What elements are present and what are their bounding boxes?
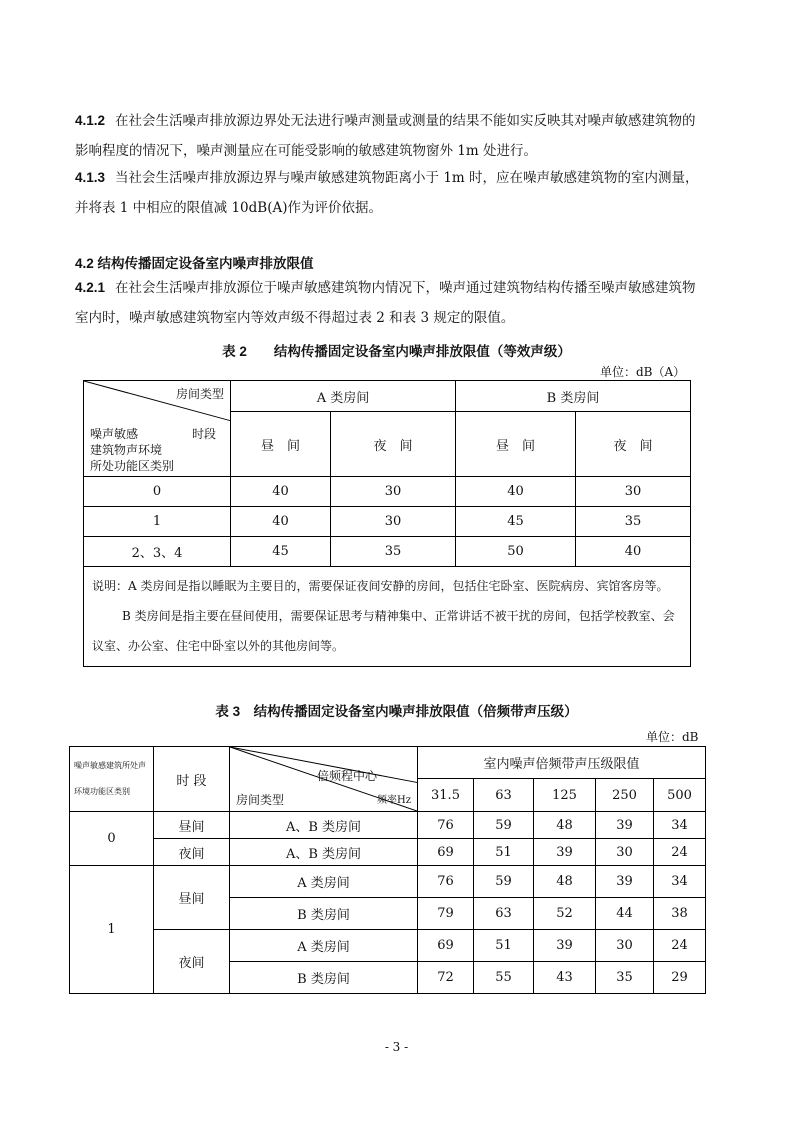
period-cell: 昼间 [154, 866, 230, 930]
value-cell: 45 [456, 507, 576, 537]
table2-diagonal-header [84, 381, 231, 477]
value-cell: 55 [474, 962, 534, 994]
diag-room-type: 房间类型 [236, 793, 285, 807]
limit-header: 室内噪声倍频带声压级限值 [418, 747, 706, 779]
diag-zone-line1: 噪声敏感 [90, 427, 139, 441]
clause-4-2-1 [75, 273, 705, 333]
b-night-header: 夜 间 [576, 412, 691, 477]
value-cell: 69 [418, 839, 474, 866]
value-cell: 72 [418, 962, 474, 994]
table2-unit: 单位：dB（A） [600, 365, 686, 379]
room-cell: B 类房间 [230, 898, 418, 930]
period-cell: 昼间 [154, 812, 230, 839]
value-cell: 39 [534, 839, 596, 866]
value-cell: 51 [474, 930, 534, 962]
table3-caption: 表 3 结构传播固定设备室内噪声排放限值（倍频带声压级） [215, 704, 578, 719]
value-cell: 30 [576, 477, 691, 507]
diag-period: 时段 [191, 427, 216, 441]
table-row [84, 537, 691, 567]
table3-unit: 单位：dB [646, 730, 699, 744]
value-cell: 30 [331, 507, 456, 537]
diag-octave-center: 倍频程中心 [316, 769, 377, 783]
value-cell: 34 [654, 866, 706, 898]
value-cell: 69 [418, 930, 474, 962]
group-b-header: B 类房间 [456, 381, 691, 412]
clause-number: 4.1.2 [75, 113, 106, 128]
value-cell: 59 [474, 812, 534, 839]
value-cell: 40 [231, 507, 331, 537]
room-cell: A、B 类房间 [230, 839, 418, 866]
value-cell: 45 [231, 537, 331, 567]
note-line-a: 说明：A 类房间是指以睡眠为主要目的，需要保证夜间安静的房间，包括住宅卧室、医院病房、宾馆客房等。 [92, 579, 669, 593]
table-row [70, 812, 706, 839]
a-night-header: 夜 间 [331, 412, 456, 477]
freq-header: 500 [654, 779, 706, 812]
zone-cell: 0 [70, 812, 154, 866]
value-cell: 52 [534, 898, 596, 930]
value-cell: 59 [474, 866, 534, 898]
value-cell: 35 [596, 962, 654, 994]
value-cell: 30 [596, 930, 654, 962]
group-a-header: A 类房间 [231, 381, 456, 412]
value-cell: 39 [596, 866, 654, 898]
clause-text: 当社会生活噪声排放源边界与噪声敏感建筑物距离小于 1m 时，应在噪声敏感建筑物的室内测量，并将表 1 中相应的限值减 10dB(A)作为评价依据。 [75, 170, 699, 216]
section-heading-4-2: 4.2 结构传播固定设备室内噪声排放限值 [75, 256, 314, 271]
value-cell: 40 [456, 477, 576, 507]
table-row [70, 930, 706, 962]
clause-number: 4.1.3 [75, 170, 106, 185]
table-row [84, 477, 691, 507]
room-cell: B 类房间 [230, 962, 418, 994]
clause-4-1-2 [75, 106, 705, 166]
diag-zone-line3: 所处功能区类别 [90, 459, 175, 473]
value-cell: 63 [474, 898, 534, 930]
diag-zone-line2: 建筑物声环境 [90, 443, 163, 457]
value-cell: 29 [654, 962, 706, 994]
note-line-b: B 类房间是指主要在昼间使用，需要保证思考与精神集中、正常讲话不被干扰的房间，包括学校教室、会议室、办公室、住宅中卧室以外的其他房间等。 [92, 609, 675, 653]
table-row [84, 507, 691, 537]
period-cell: 夜间 [154, 839, 230, 866]
value-cell: 39 [534, 930, 596, 962]
freq-header: 250 [596, 779, 654, 812]
zone-cell: 1 [70, 866, 154, 994]
value-cell: 24 [654, 930, 706, 962]
freq-header: 31.5 [418, 779, 474, 812]
zone-header-line1: 噪声敏感建筑所处声 [74, 761, 146, 770]
clause-text: 在社会生活噪声排放源边界处无法进行噪声测量或测量的结果不能如实反映其对噪声敏感建筑物的影响程度的情况下，噪声测量应在可能受影响的敏感建筑物窗外 1m 处进行。 [75, 113, 696, 159]
value-cell: 48 [534, 812, 596, 839]
table2 [83, 380, 691, 667]
zone-cell: 2、3、4 [84, 537, 231, 567]
value-cell: 34 [654, 812, 706, 839]
value-cell: 40 [576, 537, 691, 567]
value-cell: 48 [534, 866, 596, 898]
period-cell: 夜间 [154, 930, 230, 994]
value-cell: 35 [331, 537, 456, 567]
value-cell: 76 [418, 812, 474, 839]
value-cell: 39 [596, 812, 654, 839]
freq-header: 63 [474, 779, 534, 812]
clause-4-1-3 [75, 163, 705, 223]
value-cell: 79 [418, 898, 474, 930]
value-cell: 44 [596, 898, 654, 930]
value-cell: 76 [418, 866, 474, 898]
period-header: 时 段 [154, 747, 230, 812]
diag-frequency: 频率Hz [377, 795, 411, 806]
value-cell: 30 [331, 477, 456, 507]
clause-text: 在社会生活噪声排放源位于噪声敏感建筑物内情况下，噪声通过建筑物结构传播至噪声敏感建筑物室内时，噪声敏感建筑物室内等效声级不得超过表 2 和表 3 规定的限值。 [75, 280, 696, 326]
table2-caption: 表 2 结构传播固定设备室内噪声排放限值（等效声级） [222, 344, 571, 359]
clause-number: 4.2.1 [75, 280, 106, 295]
value-cell: 40 [231, 477, 331, 507]
table3-diagonal-header [230, 747, 418, 812]
value-cell: 35 [576, 507, 691, 537]
room-cell: A 类房间 [230, 930, 418, 962]
zone-cell: 1 [84, 507, 231, 537]
zone-header [70, 747, 154, 812]
table2-note [84, 567, 691, 667]
table3 [69, 746, 706, 994]
a-day-header: 昼 间 [231, 412, 331, 477]
table-row [70, 839, 706, 866]
page-number: - 3 - [384, 1040, 409, 1054]
value-cell: 30 [596, 839, 654, 866]
freq-header: 125 [534, 779, 596, 812]
value-cell: 24 [654, 839, 706, 866]
value-cell: 50 [456, 537, 576, 567]
value-cell: 38 [654, 898, 706, 930]
table-row [70, 866, 706, 898]
room-cell: A 类房间 [230, 866, 418, 898]
value-cell: 51 [474, 839, 534, 866]
room-cell: A、B 类房间 [230, 812, 418, 839]
value-cell: 43 [534, 962, 596, 994]
zone-cell: 0 [84, 477, 231, 507]
zone-header-line2: 环境功能区类别 [74, 787, 130, 796]
b-day-header: 昼 间 [456, 412, 576, 477]
diag-room-type: 房间类型 [175, 387, 224, 401]
